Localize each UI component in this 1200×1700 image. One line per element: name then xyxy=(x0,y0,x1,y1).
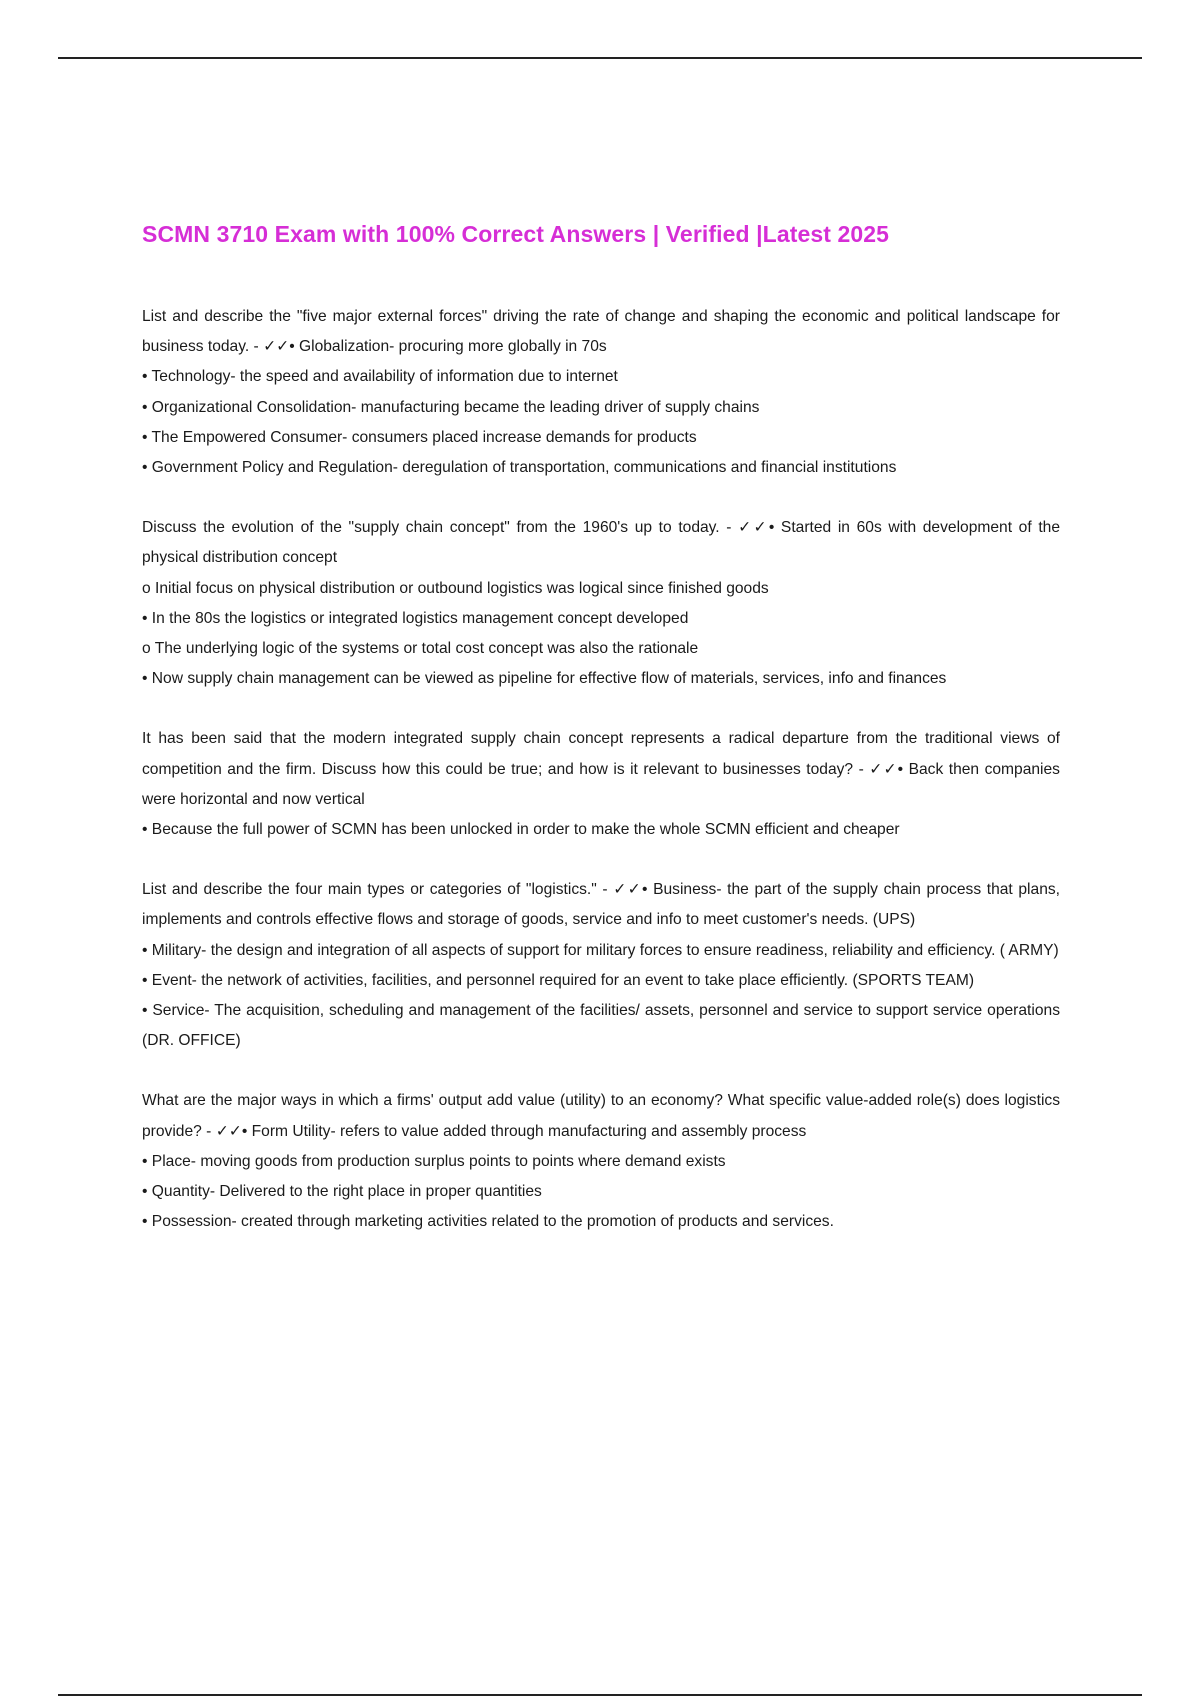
answer-line: • Organizational Consolidation- manufacturing became the leading driver of supply chains xyxy=(142,398,760,416)
answer-line: • Event- the network of activities, facilities, and personnel required for an event to take place efficiently. (SPORTS TEAM) xyxy=(142,971,975,989)
check-marks-icon: ✓✓ xyxy=(263,338,290,356)
qa-block-4 xyxy=(142,875,1060,1056)
qa-block-5 xyxy=(142,1086,1060,1237)
answer-line: • Quantity- Delivered to the right place in proper quantities xyxy=(142,1183,542,1201)
qa-block-2 xyxy=(142,513,1060,694)
answer-first: • Globalization- procuring more globally in 70s xyxy=(289,338,607,356)
answer-first: • Form Utility- refers to value added through manufacturing and assembly process xyxy=(241,1122,807,1140)
qa-question-line xyxy=(142,724,1060,815)
answer-line: • Military- the design and integration of all aspects of support for military forces to ensure readiness, reliability and efficiency. ( ARMY) xyxy=(142,941,1059,959)
answer-line: o Initial focus on physical distribution or outbound logistics was logical since finished goods xyxy=(142,579,769,597)
document-title: SCMN 3710 Exam with 100% Correct Answers | Verified |Latest 2025 xyxy=(142,221,890,247)
question-text: List and describe the "five major external forces" driving the rate of change and shaping the economic and political landscape for business today. - xyxy=(142,308,1060,356)
answer-line: • Technology- the speed and availability of information due to internet xyxy=(142,368,618,386)
answer-line: • Government Policy and Regulation- deregulation of transportation, communications and financial institutions xyxy=(142,459,897,477)
question-text: List and describe the four main types or categories of "logistics." - xyxy=(142,881,614,899)
qa-question-line xyxy=(142,1086,1060,1146)
document-body xyxy=(142,214,1060,1267)
check-marks-icon: ✓✓ xyxy=(869,760,898,778)
qa-block-3 xyxy=(142,724,1060,845)
answer-line: • Service- The acquisition, scheduling and management of the facilities/ assets, personnel and service to support service operations (DR. OFFICE) xyxy=(142,1002,1060,1050)
check-marks-icon: ✓✓ xyxy=(215,1122,242,1140)
question-text: What are the major ways in which a firms' output add value (utility) to an economy? What specific value-added role(s) does logistics provide? - xyxy=(142,1092,1060,1140)
answer-first: • Business- the part of the supply chain process that plans, implements and controls effective flows and storage of goods, service and info to meet customer's needs. (UPS) xyxy=(142,881,1060,929)
check-marks-icon: ✓✓ xyxy=(613,881,642,899)
answer-line: • Possession- created through marketing activities related to the promotion of products and services. xyxy=(142,1213,834,1231)
answer-first: • Started in 60s with development of the physical distribution concept xyxy=(142,519,1060,567)
qa-block-1 xyxy=(142,302,1060,483)
top-rule xyxy=(58,57,1142,59)
answer-line: • Because the full power of SCMN has been unlocked in order to make the whole SCMN efficient and cheaper xyxy=(142,821,900,839)
answer-line: o The underlying logic of the systems or total cost concept was also the rationale xyxy=(142,640,699,658)
question-text: Discuss the evolution of the "supply chain concept" from the 1960's up to today. - xyxy=(142,519,739,537)
answer-line: • Now supply chain management can be viewed as pipeline for effective flow of materials, services, info and finances xyxy=(142,670,947,688)
answer-line: • Place- moving goods from production surplus points to points where demand exists xyxy=(142,1152,726,1170)
qa-question-line xyxy=(142,302,1060,362)
bottom-rule xyxy=(58,1694,1142,1696)
answer-line: • In the 80s the logistics or integrated logistics management concept developed xyxy=(142,609,689,627)
qa-question-line xyxy=(142,875,1060,935)
answer-first: • Back then companies were horizontal and now vertical xyxy=(142,760,1060,808)
answer-line: • The Empowered Consumer- consumers placed increase demands for products xyxy=(142,428,697,446)
question-text: It has been said that the modern integrated supply chain concept represents a radical departure from the traditional views of competition and the firm. Discuss how this could be true; and how is it relevant to businesses today? - xyxy=(142,730,1060,778)
check-marks-icon: ✓✓ xyxy=(738,519,769,537)
qa-question-line xyxy=(142,513,1060,573)
